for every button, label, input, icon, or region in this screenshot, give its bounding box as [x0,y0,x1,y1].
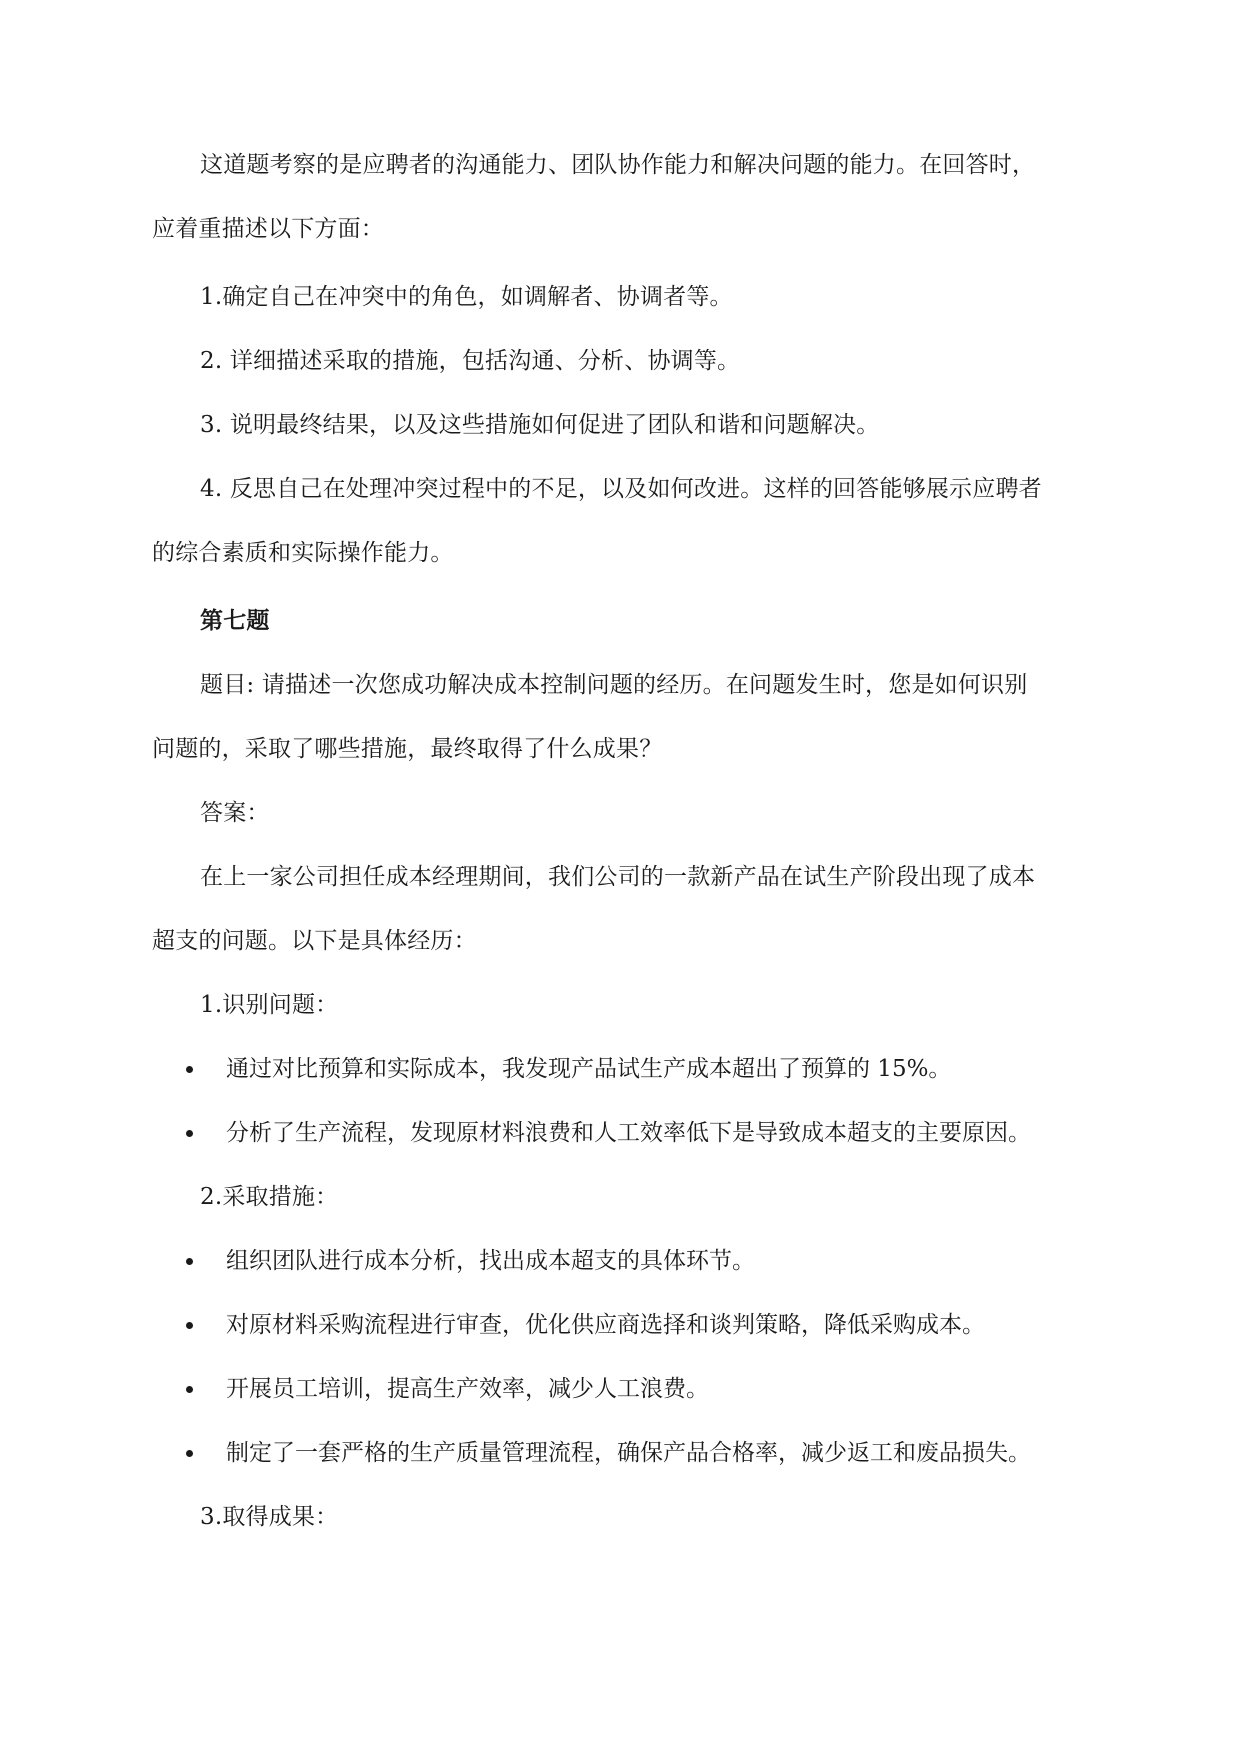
bullet-text: 开展员工培训，提高生产效率，减少人工浪费。 [226,1376,709,1402]
list-item-continuation: 的综合素质和实际操作能力。 [152,540,454,566]
paragraph-line: 应着重描述以下方面： [152,216,384,242]
bullet-icon [186,1450,193,1457]
bullet-text: 组织团队进行成本分析，找出成本超支的具体环节。 [226,1248,755,1274]
bullet-icon [186,1322,193,1329]
answer-line: 在上一家公司担任成本经理期间，我们公司的一款新产品在试生产阶段出现了成本 [200,864,1036,890]
list-item: 3. 说明最终结果，以及这些措施如何促进了团队和谐和问题解决。 [200,412,880,438]
bullet-text: 通过对比预算和实际成本，我发现产品试生产成本超出了预算的 15%。 [226,1056,952,1082]
answer-line: 超支的问题。以下是具体经历： [152,928,477,954]
list-item: 2. 详细描述采取的措施，包括沟通、分析、协调等。 [200,348,741,374]
subsection-heading: 1.识别问题： [200,992,339,1018]
bullet-icon [186,1386,193,1393]
answer-label: 答案： [200,800,270,826]
question-line: 题目: 请描述一次您成功解决成本控制问题的经历。在问题发生时，您是如何识别 [200,672,1028,698]
section-heading: 第七题 [200,607,270,634]
bullet-text: 制定了一套严格的生产质量管理流程，确保产品合格率，减少返工和废品损失。 [226,1440,1031,1466]
bullet-icon [186,1066,193,1073]
list-item: 4. 反思自己在处理冲突过程中的不足，以及如何改进。这样的回答能够展示应聘者 [200,476,1042,502]
bullet-text: 对原材料采购流程进行审查，优化供应商选择和谈判策略，降低采购成本。 [226,1312,985,1338]
subsection-heading: 3.取得成果： [200,1504,339,1530]
bullet-text: 分析了生产流程，发现原材料浪费和人工效率低下是导致成本超支的主要原因。 [226,1120,1031,1146]
list-item: 1.确定自己在冲突中的角色，如调解者、协调者等。 [200,284,733,310]
bullet-icon [186,1130,193,1137]
subsection-heading: 2.采取措施： [200,1184,339,1210]
paragraph-line: 这道题考察的是应聘者的沟通能力、团队协作能力和解决问题的能力。在回答时， [200,152,1036,178]
question-line: 问题的，采取了哪些措施，最终取得了什么成果？ [152,736,663,762]
bullet-icon [186,1258,193,1265]
